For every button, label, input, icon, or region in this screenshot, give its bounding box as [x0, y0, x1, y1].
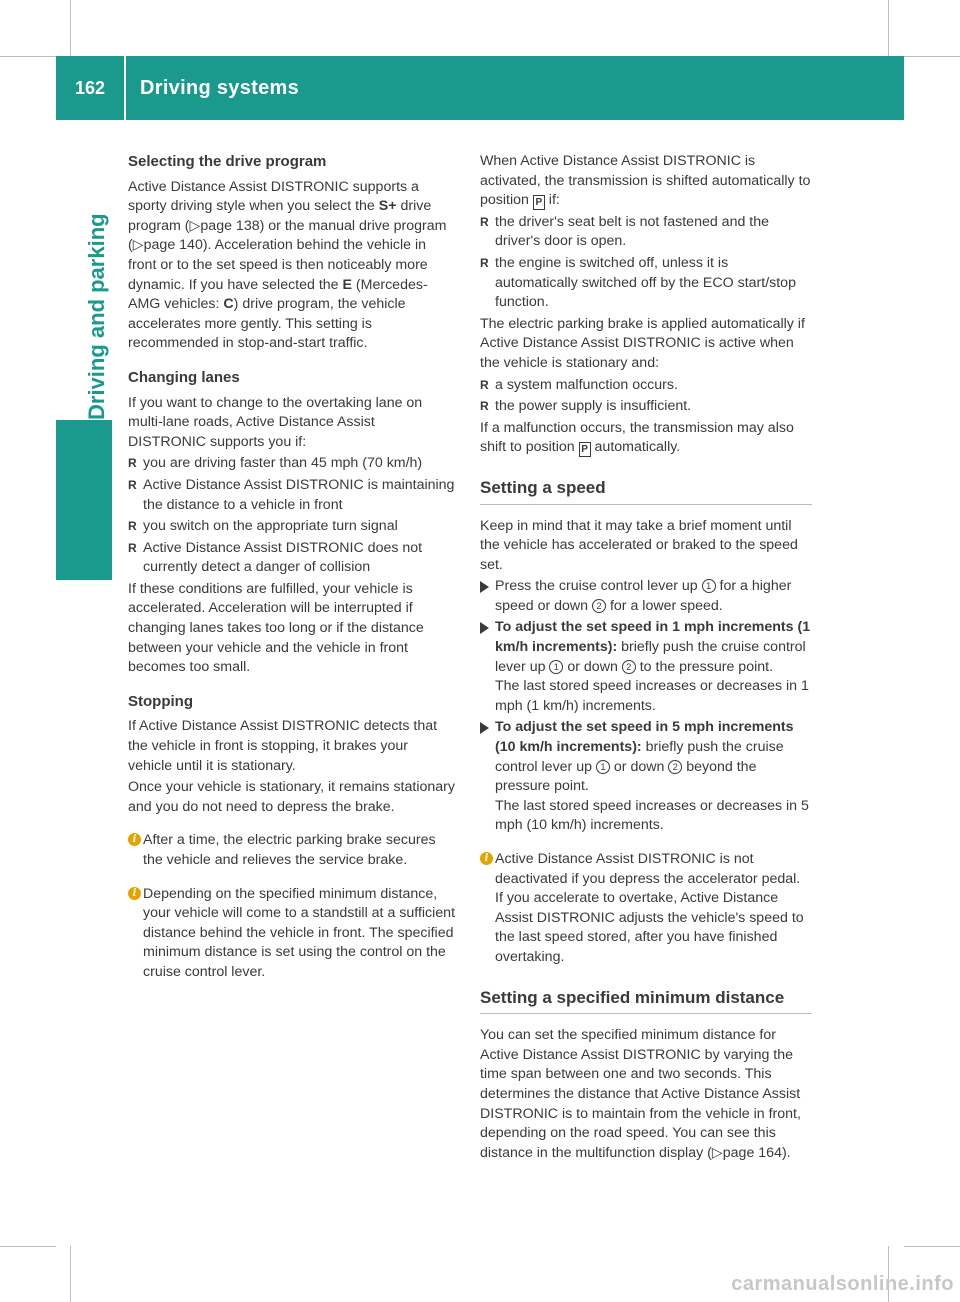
step-item: Press the cruise control lever up 1 for a higher speed or down 2 for a lower speed. [480, 577, 812, 616]
watermark: carmanualsonline.info [731, 1273, 954, 1295]
step-item: To adjust the set speed in 1 mph increments (1 km/h increments): briefly push the cruise control lever up 1 or down 2 to the pressure point. The last stored speed increases or decreases in 1 mph (1 km/h) increments. [480, 618, 812, 716]
stopping-paragraph-2: Once your vehicle is stationary, it remains stationary and you do not need to depress the brake. [128, 779, 455, 815]
side-tab-label: Driving and parking [84, 213, 109, 420]
crop-mark [70, 1246, 71, 1302]
heading-stopping: Stopping [128, 692, 193, 710]
page-ref-icon: ▷ [711, 1144, 723, 1161]
list-item: R the engine is switched off, unless it is automatically switched off by the ECO start/stop function. [480, 254, 812, 313]
lanes-paragraph-2: If these conditions are fulfilled, your vehicle is accelerated. Acceleration will be interrupted if changing lanes takes too long or if the distance between your vehicle and the vehicle in front becomes too small. [128, 580, 424, 676]
crop-mark [904, 1246, 960, 1247]
heading-minimum-distance: Setting a specified minimum distance [480, 988, 812, 1015]
heading-drive-program: Selecting the drive program [128, 153, 327, 170]
crop-mark [888, 0, 889, 56]
crop-mark [904, 56, 960, 57]
list-item: R the driver's seat belt is not fastened and the driver's door is open. [480, 213, 812, 252]
right-column [480, 152, 812, 1165]
park-position-icon: P [579, 442, 591, 457]
header-separator [124, 56, 126, 120]
list-item: R you are driving faster than 45 mph (70 km/h) [128, 454, 456, 474]
side-tab [56, 120, 112, 420]
crop-mark [0, 1246, 56, 1247]
lever-down-icon: 2 [622, 660, 636, 674]
step-item: To adjust the set speed in 5 mph increments (10 km/h increments): briefly push the cruise control lever up 1 or down 2 beyond the pressure point. The last stored speed increases or decreases in 5 mph (10 km/h) increments. [480, 718, 812, 836]
page-number: 162 [74, 77, 106, 98]
drive-program-paragraph: Active Distance Assist DISTRONIC supports a sporty driving style when you select the S+ drive program (▷page 138) or the manual drive program (▷page 140). Acceleration behind the vehicle in front or to the set speed is then noticeably more dynamic. If you have selected the E (Mercedes-AMG vehicles: C) drive program, the vehicle accelerates more gently. This setting is recommended in stop-and-start traffic. [128, 178, 447, 352]
list-item: R the power supply is insufficient. [480, 397, 812, 417]
heading-setting-speed: Setting a speed [480, 478, 812, 505]
info-icon: i [128, 887, 141, 900]
list-item: R a system malfunction occurs. [480, 376, 812, 396]
crop-mark [0, 56, 56, 57]
lever-down-icon: 2 [668, 760, 682, 774]
transmission-paragraph: When Active Distance Assist DISTRONIC is activated, the transmission is shifted automatically to position P if: [480, 153, 811, 209]
info-icon: i [480, 852, 493, 865]
info-note: i After a time, the electric parking brake secures the vehicle and relieves the service brake. [128, 831, 456, 870]
stopping-paragraph-1: If Active Distance Assist DISTRONIC detects that the vehicle in front is stopping, it brakes your vehicle until it is stationary. [128, 718, 438, 774]
page-ref-icon: ▷ [189, 217, 201, 234]
distance-paragraph: You can set the specified minimum distance for Active Distance Assist DISTRONIC by varying the time span between one and two seconds. This determines the distance that Active Distance Assist DISTRONIC is to maintain from the vehicle in front, depending on the road speed. You can see this distance in the multifunction display (▷page 164). [480, 1027, 801, 1161]
info-note: i Depending on the specified minimum distance, your vehicle will come to a standstill at a sufficient distance behind the vehicle in front. The specified minimum distance is set using the control on the cruise control lever. [128, 885, 456, 983]
lever-up-icon: 1 [702, 579, 716, 593]
step-arrow-icon [480, 581, 489, 593]
list-item: R you switch on the appropriate turn signal [128, 517, 456, 537]
lanes-paragraph: If you want to change to the overtaking lane on multi-lane roads, Active Distance Assist DISTRONIC supports you if: [128, 394, 423, 450]
crop-mark [70, 0, 71, 56]
list-item: R Active Distance Assist DISTRONIC does not currently detect a danger of collision [128, 539, 456, 578]
malfunction-paragraph: If a malfunction occurs, the transmission may also shift to position P automatically. [480, 419, 794, 456]
park-position-icon: P [533, 195, 545, 210]
page-ref-icon: ▷ [132, 237, 144, 254]
info-note: i Active Distance Assist DISTRONIC is not deactivated if you depress the accelerator pedal. If you accelerate to overtake, Active Distance Assist DISTRONIC adjusts the vehicle's speed to the last speed stored, after you have finished overtaking. [480, 850, 812, 968]
parking-brake-paragraph: The electric parking brake is applied automatically if Active Distance Assist DISTRONIC is active when the vehicle is stationary and: [480, 315, 805, 371]
list-item: R Active Distance Assist DISTRONIC is maintaining the distance to a vehicle in front [128, 476, 456, 515]
step-arrow-icon [480, 622, 489, 634]
step-arrow-icon [480, 722, 489, 734]
heading-changing-lanes: Changing lanes [128, 368, 240, 386]
side-tab-block [56, 420, 112, 580]
left-column [128, 152, 456, 985]
chapter-title: Driving systems [140, 76, 300, 99]
info-icon: i [128, 833, 141, 846]
lever-down-icon: 2 [592, 599, 606, 613]
lever-up-icon: 1 [596, 760, 610, 774]
lever-up-icon: 1 [549, 660, 563, 674]
speed-paragraph: Keep in mind that it may take a brief moment until the vehicle has accelerated or braked to the speed set. [480, 517, 798, 573]
